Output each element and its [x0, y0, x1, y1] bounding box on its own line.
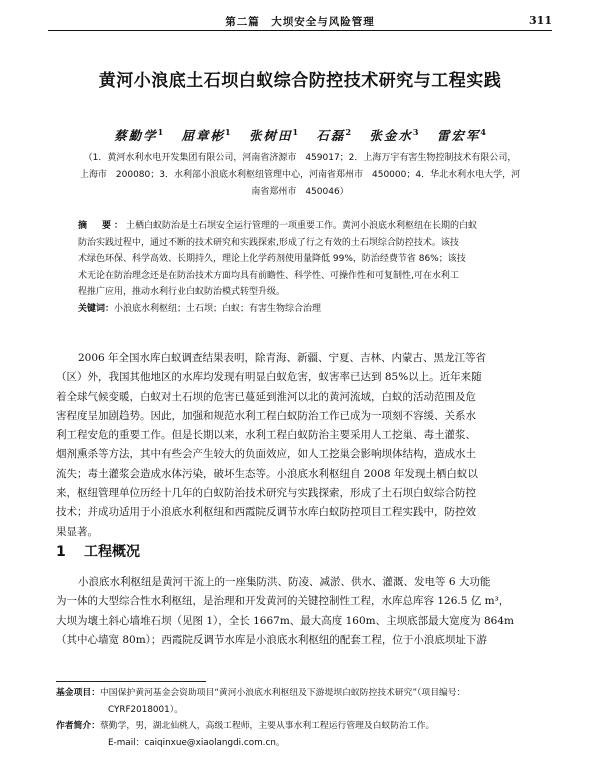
- abstract-line: 术绿色环保、科学高效、长期持久，理论上化学药剂使用量降低 99%，防治经费节省 86%；该技: [78, 254, 466, 264]
- abstract-line: 土栖白蚁防治是土石坝安全运行管理的一项重要工作。黄河小浪底水利枢纽在长期的白蚁: [126, 221, 478, 231]
- author: [249, 126, 298, 144]
- author-name: 张树田: [248, 128, 293, 143]
- author-name: 张金水: [369, 128, 413, 143]
- bio-text: 蔡勤学，男，湖北仙桃人，高级工程师，主要从事水利工程运行管理及白蚁防治工作。: [100, 721, 435, 731]
- body-line: 为一体的大型综合性水利枢纽，是治理和开发黄河的关键控制性工程，水库总库容 126.5 亿 m³，: [56, 595, 510, 608]
- abstract-block: [78, 218, 528, 317]
- fund-label: 基金项目：: [56, 688, 100, 698]
- author: [114, 126, 163, 144]
- author-affil-mark: 2: [345, 126, 352, 137]
- body-line: 果显著。: [56, 525, 98, 538]
- body-line: 害程度呈加剧趋势。因此，加强和规范水利工程白蚁防治工作已成为一项刻不容缓、关系水: [56, 409, 476, 422]
- body-line: 技术；并成功适用于小浪底水利枢纽和西霞院反调节水库白蚁防控项目工程实践中，防控效: [56, 506, 476, 519]
- running-title: 第二篇 大坝安全与风险管理: [225, 16, 375, 28]
- author-affil-mark: 1: [225, 126, 231, 137]
- body-line: 2006 年全国水库白蚁调查结果表明，除青海、新疆、宁夏、吉林、内蒙古、黑龙江等省: [78, 352, 487, 364]
- author-list: [0, 126, 600, 144]
- author: [182, 126, 231, 144]
- body-line: （其中心墙宽 80m）；西霞院反调节水库是小浪底水利枢纽的配套工程，位于小浪底坝址下游: [56, 633, 487, 646]
- article-title: 黄河小浪底土石坝白蚁综合防控技术研究与工程实践: [98, 71, 502, 91]
- fund-text: 中国保护黄河基金会资助项目“黄河小浪底水利枢纽及下游堤坝白蚁防控技术研究”（项目编号：: [100, 688, 466, 698]
- section-title: 工程概况: [84, 544, 140, 560]
- keywords-label: 关键词：: [78, 303, 115, 314]
- body-line: 大坝为壤土斜心墙堆石坝（见图 1），全长 1667m、最大高度 160m、主坝底部最大宽度为 864m: [56, 614, 514, 627]
- author-affil-mark: 1: [157, 126, 164, 137]
- abstract-line: 术无论在防治理念还是在防治技术方面均具有前瞻性、科学性、可操作性和可复制性,可在水利工: [78, 270, 459, 281]
- body-line: 着全球气候变暖，白蚁对土石坝的危害已蔓延到淮河以北的黄河流域，白蚁的活动范围及危: [56, 390, 476, 403]
- abstract-line: 程推广应用，推动水利行业白蚁防治模式转型升级。: [78, 287, 286, 297]
- section-number: 1: [56, 544, 66, 560]
- body-line: （区）外，我国其他地区的水库均发现有明显白蚁危害，蚁害率已达到 85%以上。近年来随: [56, 371, 482, 384]
- author: [437, 126, 486, 144]
- author-name: 雷宏军: [436, 128, 481, 143]
- author-name: 蔡勤学: [114, 128, 158, 143]
- author-name: 屈章彬: [181, 128, 226, 143]
- affiliation-line: 上海市 200080；3．水利部小浪底水利枢纽管理中心，河南省郑州市 450000；4．华北水利水电大学，河: [79, 170, 521, 180]
- affiliation-line: （1．黄河水利水电开发集团有限公司，河南省济源市 459017；2．上海万宇有害生物控制技术有限公司，: [83, 153, 517, 163]
- body-line: 利工程安危的重要工作。但是长期以来，水利工程白蚁防治主要采用人工挖巢、毒土灌浆、: [56, 429, 476, 442]
- body-line: 小浪底水利枢纽是黄河干流上的一座集防洪、防凌、减淤、供水、灌溉、发电等 6 大功能: [78, 576, 491, 588]
- bio-label: 作者简介：: [56, 721, 100, 731]
- email-label: E-mail：: [108, 737, 145, 748]
- body-line: 烟剂熏杀等方法，其中有些会产生较大的负面效应，如人工挖巢会影响坝体结构，造成水土: [56, 448, 476, 461]
- author-affil-mark: 4: [480, 126, 486, 137]
- author-affil-mark: 3: [412, 126, 419, 137]
- section1-paragraph: [56, 573, 544, 650]
- section-heading: [56, 541, 140, 561]
- author-affil-mark: 1: [292, 126, 299, 137]
- author: [316, 126, 351, 144]
- page-number: 311: [529, 14, 552, 27]
- body-line: 来，枢纽管理单位历经十几年的白蚁防治技术研究与实践探索，形成了土石坝白蚁综合防控: [56, 487, 476, 500]
- fund-text-cont: CYRF2018001）。: [108, 704, 183, 715]
- intro-paragraph: [56, 349, 544, 542]
- abstract-line: 防治实践过程中，通过不断的技术研究和实践探索,形成了行之有效的土石坝综合防控技术。该技: [78, 237, 459, 248]
- keywords-text: 小浪底水利枢纽；土石坝；白蚁；有害生物综合治理: [114, 303, 322, 314]
- author: [369, 126, 418, 144]
- affiliation-line: 南省郑州市 450046）: [251, 187, 349, 197]
- author-name: 石磊: [316, 128, 346, 143]
- email-link[interactable]: caiqinxue@xiaolangdi.com.cn。: [144, 737, 285, 748]
- footnote-divider: [56, 681, 206, 682]
- abstract-label: 摘 要：: [78, 221, 127, 231]
- body-line: 流失；毒土灌浆会造成水体污染，破坏生态等。小浪底水利枢纽自 2008 年发现土栖白蚁以: [56, 467, 478, 480]
- affiliations: [56, 150, 544, 201]
- running-header: [48, 14, 552, 31]
- footnotes: [56, 685, 544, 751]
